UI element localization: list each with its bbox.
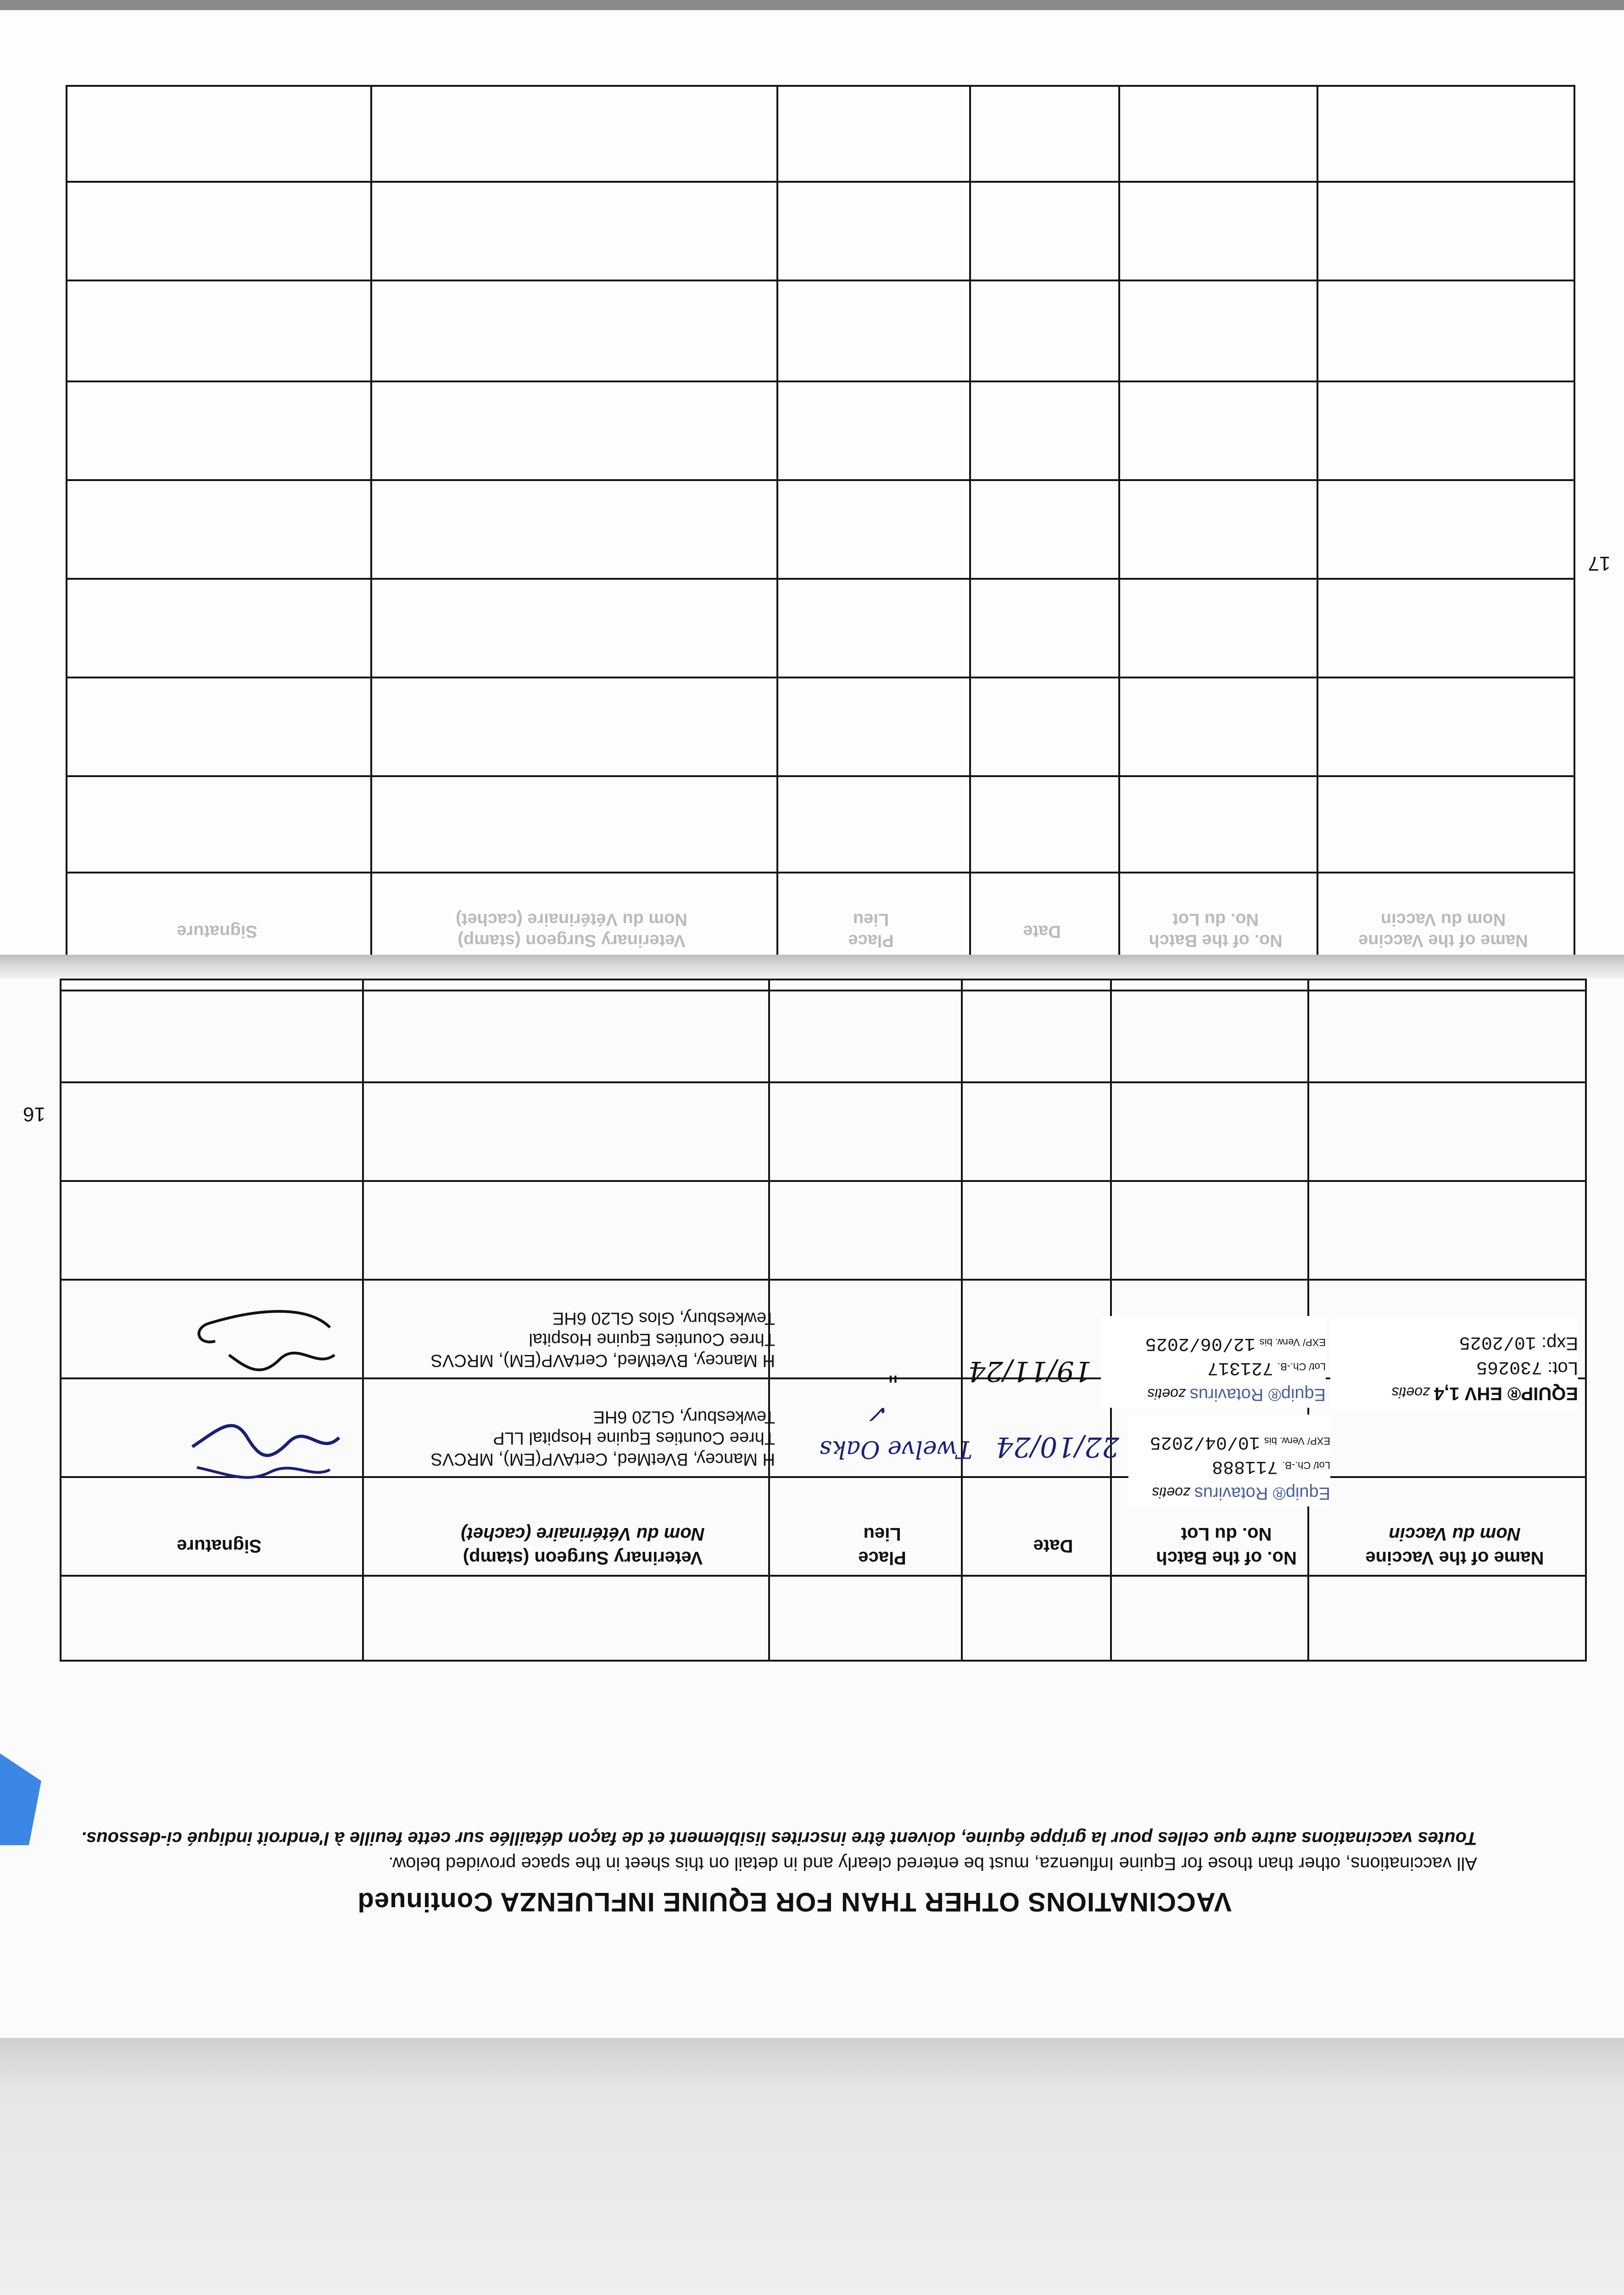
signature-row2 <box>183 1304 348 1396</box>
page-number-16: 16 <box>23 1103 45 1125</box>
mirror-header-batch: No. of the Batch No. du Lot <box>1149 910 1283 950</box>
date-row2: 19/11/24 <box>968 1355 1092 1387</box>
page-16 <box>0 979 1624 2039</box>
page-number-17: 17 <box>1588 552 1611 575</box>
header-batch: No. of the Batch No. du Lot <box>1156 1524 1297 1568</box>
vaccination-grid-page-17 <box>66 85 1575 974</box>
mirror-header-date: Date <box>1023 922 1061 941</box>
place-row1: Twelve Oaks <box>819 1435 972 1463</box>
signature-row1 <box>183 1410 348 1488</box>
page-16-content <box>0 979 1624 2039</box>
vaccine-label-row2-rota: Equip® Rotavirus zoetis Lot/ Ch.-B. 721317 EXP/ Verw. bis 12/06/2025 <box>1101 1316 1326 1408</box>
header-vaccine: Name of the Vaccine Nom du Vaccin <box>1365 1524 1544 1568</box>
instruction-en: All vaccinations, other than those for Equine Influenza, must be entered clearly and in detail on this sheet in the space provided below. <box>388 1853 1477 1874</box>
scan-edge <box>0 0 1624 10</box>
page-title: VACCINATIONS OTHER THAN FOR EQUINE INFLUENZA Continued <box>357 1887 1232 1917</box>
header-place: Place Lieu <box>858 1524 906 1568</box>
header-date: Date <box>1033 1536 1073 1556</box>
date-row1: 22/10/24 <box>995 1431 1119 1463</box>
instruction-fr: Toutes vaccinations autre que celles pour la grippe équine, doivent être inscrites lisiblement et de façon détaillée sur cette feuille à l'endroit indiqué ci-dessous. <box>81 1828 1477 1848</box>
surgeon-stamp-row1: H Mancey, BVetMed, CertAVP(EM), MRCVS Three Counties Equine Hospital LLP Tewkesbury, GL20 6HE <box>430 1407 775 1469</box>
mirror-header-surgeon: Veterinary Surgeon (stamp) Nom du Vétérinaire (cachet) <box>456 910 687 950</box>
vaccine-label-row1: Equip® Rotavirus zoetis Lot/ Ch.-B. 711888 EXP/ Verw. bis 10/04/2025 <box>1128 1415 1330 1506</box>
page-fold-shadow <box>0 955 1624 982</box>
scan-background <box>0 2038 1624 2295</box>
mirror-header-vaccine: Name of the Vaccine Nom du Vaccin <box>1358 910 1528 950</box>
mirror-header-signature: Signature <box>177 922 257 941</box>
surgeon-stamp-row2: H Mancey, BVetMed, CertAVP(EM), MRCVS Three Counties Equine Hospital Tewkesbury, Glos GL20 6HE <box>430 1309 775 1370</box>
place-mark-row1: ✓ <box>869 1399 890 1428</box>
page-17 <box>0 10 1624 979</box>
place-row2: " <box>887 1357 899 1387</box>
mirror-header-place: Place Lieu <box>848 910 894 950</box>
vaccine-label-row2-ehv: EQUIP® EHV 1,4 zoetis Lot: 730265 Exp: 10/2025 <box>1330 1318 1578 1410</box>
header-signature: Signature <box>177 1536 262 1556</box>
header-surgeon: Veterinary Surgeon (stamp) Nom du Vétérinaire (cachet) <box>461 1524 705 1568</box>
